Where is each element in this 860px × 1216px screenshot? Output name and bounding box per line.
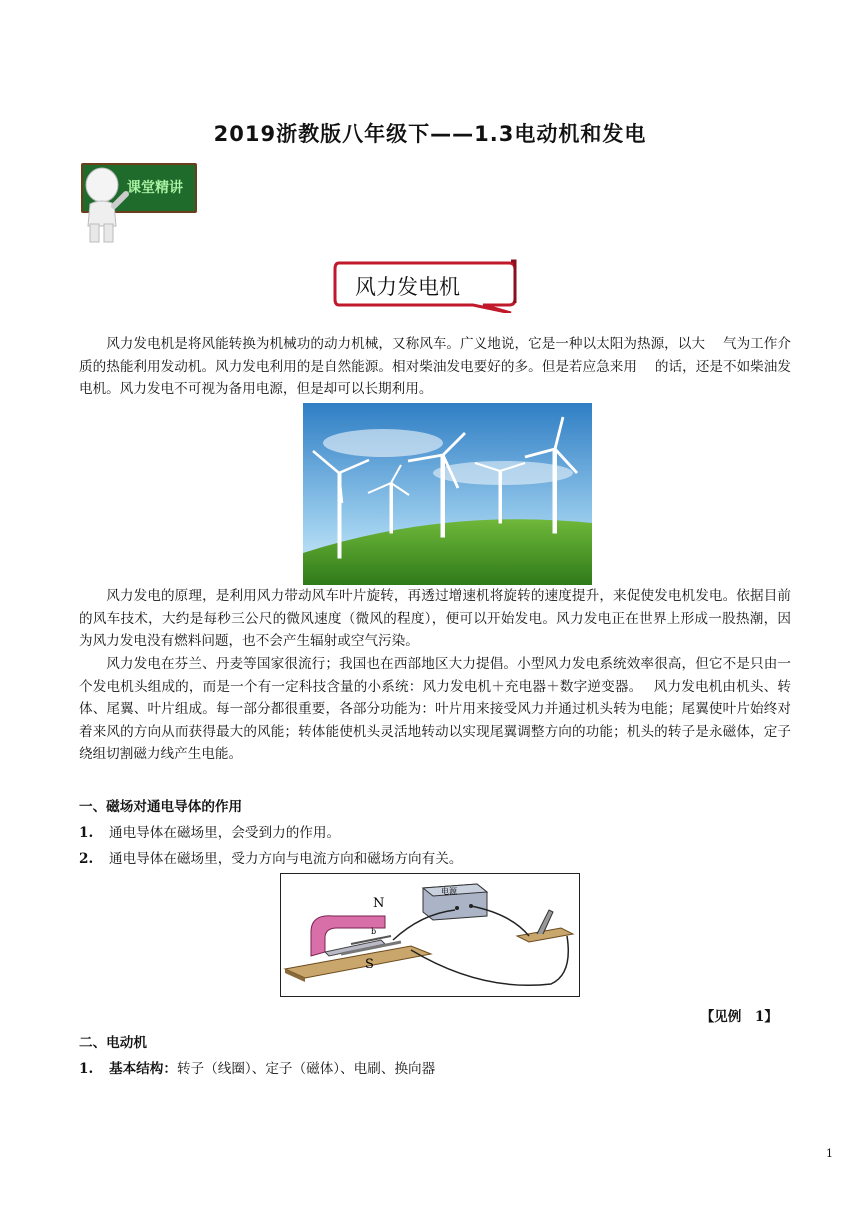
lesson-badge — [78, 160, 198, 246]
item-number: 1. — [79, 825, 94, 841]
item-text: 通电导体在磁场里，受力方向与电流方向和磁场方向有关。 — [109, 851, 463, 867]
paragraph-1: 风力发电机是将风能转换为机械功的动力机械，又称风车。广义地说，它是一种以太阳为热源，以大 气为工作介质的热能利用发动机。风力发电利用的是自然能源。相对柴油发电要好的多。但是若应急来用 的话，还是不如柴油发电机。风力发电不可视为备用电源，但是却可以长期利用。 — [79, 336, 791, 398]
section-1-heading: 一、磁场对通电导体的作用 — [79, 799, 243, 815]
badge-label: 课堂精讲 — [127, 180, 183, 196]
power-label: 电源 — [441, 887, 457, 896]
conductor-label: b — [371, 927, 377, 936]
bubble-text: 风力发电机 — [355, 275, 460, 299]
paragraph-3: 风力发电在芬兰、丹麦等国家很流行；我国也在西部地区大力提倡。小型风力发电系统效率很高，但它不是只由一个发电机头组成的，而是一个有一定科技含量的小系统：风力发电机＋充电器＋数字逆变器。 风力发电机由机头、转体、尾翼、叶片组成。每一部分都很重要，各部分功能为：叶片用来接受风力并通过机头转为电能；尾翼使叶片始终对着来风的方向从而获得最大的风能；转体能使机头灵活地转动以实现尾翼调整方向的功能；机头的转子是永磁体，定子绕组切割磁力线产生电能。 — [79, 656, 791, 763]
list-item — [79, 1057, 435, 1077]
list-item — [79, 847, 462, 867]
page-number: 1 — [826, 1147, 833, 1160]
item-number: 2. — [79, 851, 94, 867]
example-reference: 【见例 1】 — [700, 1009, 778, 1025]
page-title: 2019浙教版八年级下——1.3电动机和发电 — [213, 122, 647, 146]
item-label: 基本结构： — [109, 1061, 177, 1077]
south-label: S — [365, 957, 374, 972]
section-2-heading: 二、电动机 — [79, 1035, 147, 1051]
magnet-conductor-apparatus — [281, 874, 579, 996]
circuit-diagram — [280, 873, 580, 997]
item-text: 通电导体在磁场里，会受到力的作用。 — [109, 825, 341, 841]
paragraph-2: 风力发电的原理，是利用风力带动风车叶片旋转，再透过增速机将旋转的速度提升，来促使发电机发电。依据目前的风车技术，大约是每秒三公尺的微风速度（微风的程度），便可以开始发电。风力发电正在世界上形成一股热潮，因为风力发电没有燃料问题，也不会产生辐射或空气污染。 — [79, 588, 791, 650]
teacher-figure-icon — [78, 160, 138, 246]
section-bubble — [333, 257, 517, 313]
item-text: 转子（线圈）、定子（磁体）、电刷、换向器 — [176, 1061, 436, 1077]
wind-turbines-image — [303, 403, 592, 585]
north-label: N — [373, 896, 385, 911]
list-item — [79, 821, 340, 841]
item-number: 1. — [79, 1061, 94, 1077]
